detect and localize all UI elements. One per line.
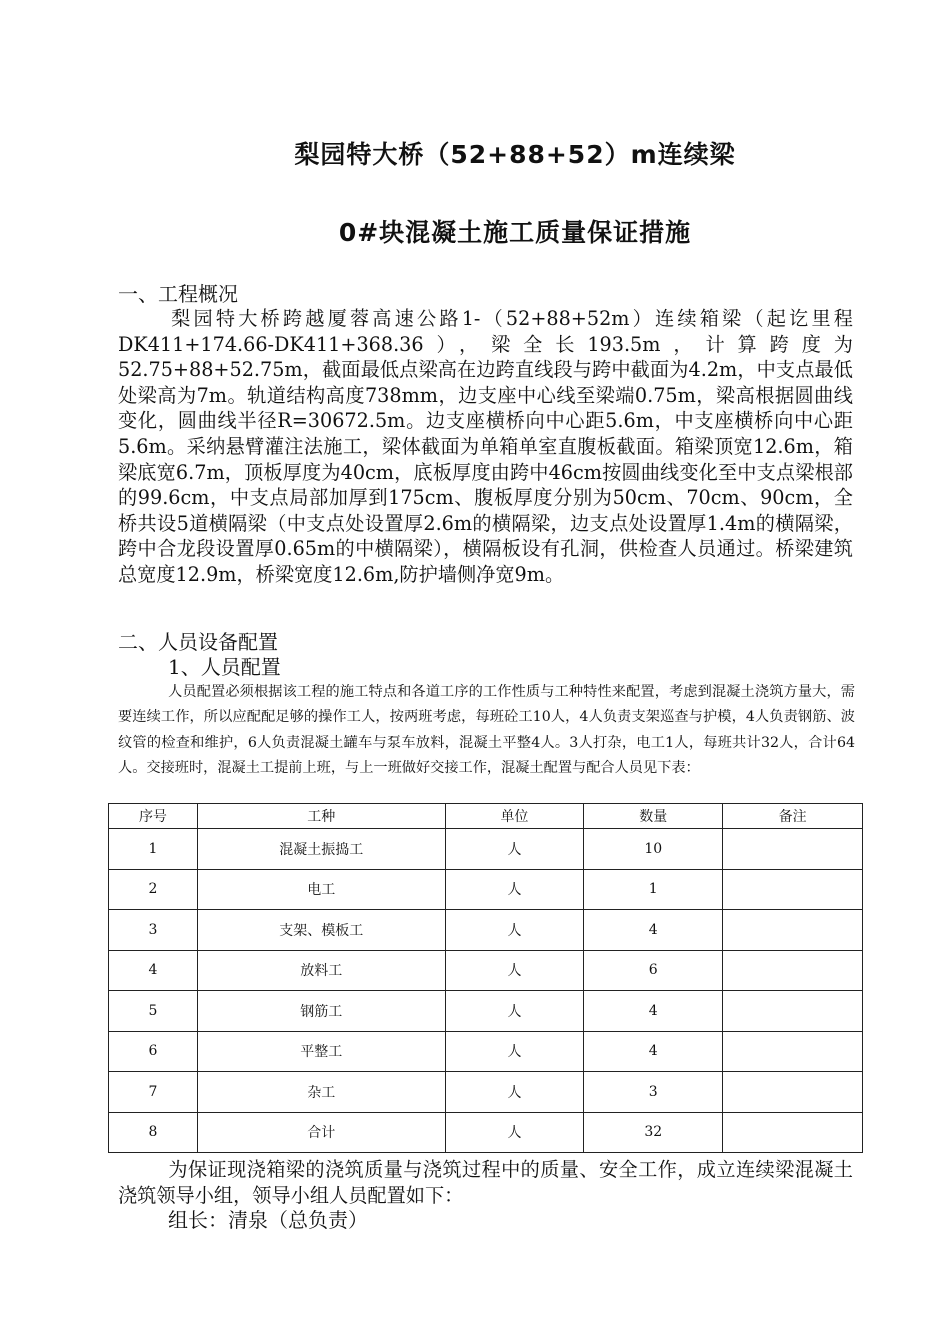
cell-unit: 人 [445,1112,584,1153]
cell-no: 2 [109,869,198,910]
section2-heading: 二、人员设备配置 [118,630,278,654]
cell-note [723,910,863,951]
cell-type: 合计 [197,1112,445,1153]
section1-body [118,306,853,588]
table-row [109,1072,863,1113]
leader-line: 组长：清泉（总负责） [168,1208,368,1232]
cell-unit: 人 [445,1072,584,1113]
cell-unit: 人 [445,869,584,910]
cell-qty: 32 [584,1112,723,1153]
closing-paragraph-text: 为保证现浇箱梁的浇筑质量与浇筑过程中的质量、安全工作，成立连续梁混凝土浇筑领导小组，领导小组人员配置如下： [118,1158,853,1207]
table-row [109,910,863,951]
cell-unit: 人 [445,910,584,951]
cell-no: 5 [109,991,198,1032]
cell-unit: 人 [445,829,584,870]
cell-qty: 4 [584,991,723,1032]
cell-note [723,1112,863,1153]
cell-no: 7 [109,1072,198,1113]
header-type: 工种 [197,804,445,829]
header-note: 备注 [723,804,863,829]
header-no: 序号 [109,804,198,829]
subsection1-body [118,680,855,781]
title-line-2: 0#块混凝土施工质量保证措施 [338,218,692,247]
cell-qty: 6 [584,950,723,991]
staff-table [108,803,863,1153]
cell-unit: 人 [445,991,584,1032]
header-qty: 数量 [584,804,723,829]
table-row [109,1112,863,1153]
cell-note [723,869,863,910]
table-row [109,869,863,910]
cell-qty: 1 [584,869,723,910]
section1-heading: 一、工程概况 [118,282,238,306]
cell-type: 放料工 [197,950,445,991]
cell-no: 8 [109,1112,198,1153]
cell-type: 杂工 [197,1072,445,1113]
cell-unit: 人 [445,950,584,991]
closing-paragraph [118,1157,853,1208]
cell-qty: 10 [584,829,723,870]
section1-body-text: 梨园特大桥跨越厦蓉高速公路1-（52+88+52m）连续箱梁（起讫里程 DK411+174.66-DK411+368.36），梁全长193.5m，计算跨度为52.75+88+52.75m，截面最低点梁高在边跨直线段与跨中截面为4.2m，中支点最低处梁高为7m。轨道结构高度738mm，边支座中心线至梁端0.75m，梁高根据圆曲线变化，圆曲线半径R=30672.5m。边支座横桥向中心距5.6m，中支座横桥向中心距5.6m。采纳悬臂灌注法施工，梁体截面为单箱单室直腹板截面。箱梁顶宽12.6m，箱梁底宽6.7m，顶板厚度为40cm，底板厚度由跨中46cm按圆曲线变化至中支点梁根部的99.6cm，中支点局部加厚到175cm、腹板厚度分别为50cm、70cm、90cm，全桥共设5道横隔梁（中支点处设置厚2.6m的横隔梁，边支点处设置厚1.4m的横隔梁，跨中合龙段设置厚0.65m的中横隔梁），横隔板设有孔洞，供检查人员通过。桥梁建筑总宽度12.9m，桥梁宽度12.6m,防护墙侧净宽9m。 [118,307,853,586]
cell-no: 6 [109,1031,198,1072]
cell-qty: 4 [584,1031,723,1072]
table-row [109,1031,863,1072]
cell-no: 1 [109,829,198,870]
cell-qty: 4 [584,910,723,951]
subsection1-heading: 1、人员配置 [168,655,281,679]
cell-no: 3 [109,910,198,951]
cell-type: 平整工 [197,1031,445,1072]
title-line-1: 梨园特大桥（52+88+52）m连续梁 [294,140,736,169]
cell-unit: 人 [445,1031,584,1072]
cell-note [723,1072,863,1113]
cell-qty: 3 [584,1072,723,1113]
header-unit: 单位 [445,804,584,829]
table-header-row [109,804,863,829]
cell-type: 支架、模板工 [197,910,445,951]
table-row [109,991,863,1032]
cell-note [723,991,863,1032]
cell-note [723,1031,863,1072]
cell-no: 4 [109,950,198,991]
table-row [109,950,863,991]
cell-note [723,950,863,991]
cell-type: 混凝土振捣工 [197,829,445,870]
subsection1-body-text: 人员配置必须根据该工程的施工特点和各道工序的工作性质与工种特性来配置，考虑到混凝土浇筑方量大，需要连续工作，所以应配配足够的操作工人，按两班考虑，每班砼工10人，4人负责支架巡查与护模，4人负责钢筋、波纹管的检查和维护，6人负责混凝土罐车与泵车放料，混凝土平整4人。3人打杂，电工1人，每班共计32人，合计64人。交接班时，混凝土工提前上班，与上一班做好交接工作，混凝土配置与配合人员见下表： [118,684,855,776]
table-row [109,829,863,870]
cell-type: 钢筋工 [197,991,445,1032]
cell-note [723,829,863,870]
cell-type: 电工 [197,869,445,910]
